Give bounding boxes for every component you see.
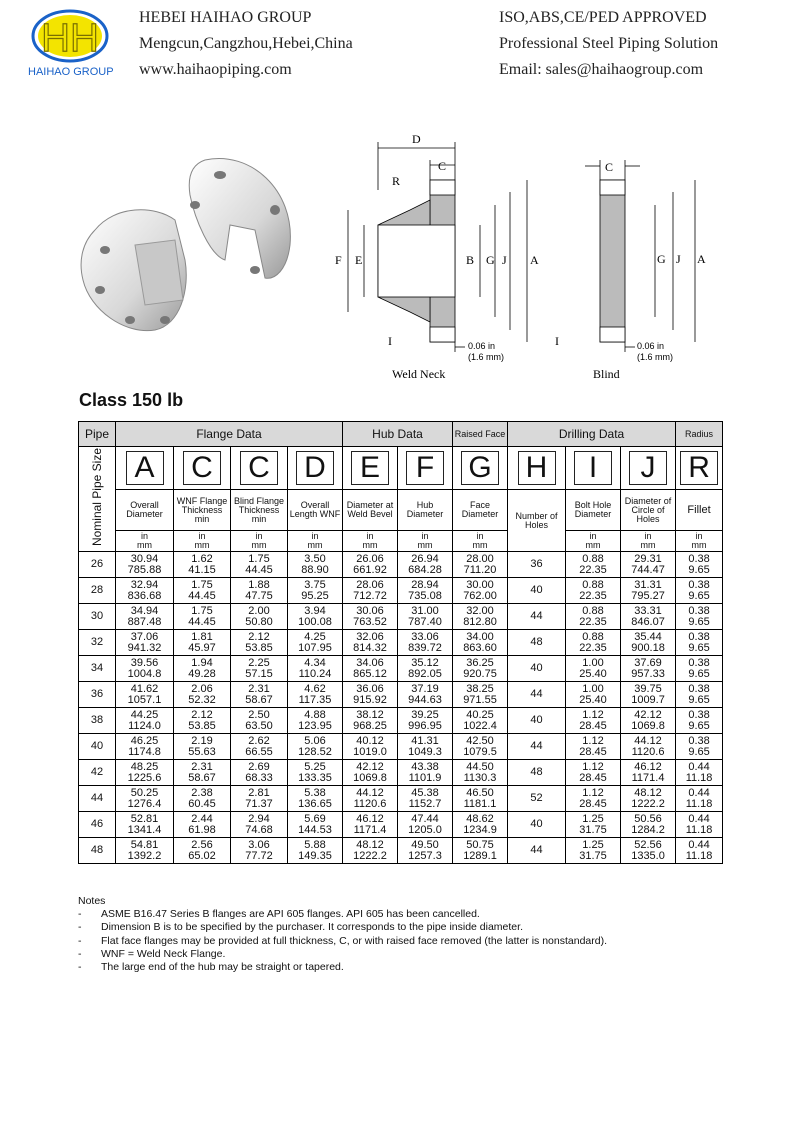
table-row (79, 656, 723, 682)
nps-header: Nominal Pipe Size (79, 447, 116, 552)
desc-number-of-holes: Number of Holes (508, 490, 566, 552)
note-item: - Flat face flanges may be provided at full thickness, C, or with raised face removed (the latter is nonstandard). (78, 935, 607, 948)
value-cell-h: 44 (508, 734, 566, 760)
table-row (79, 578, 723, 604)
value-cell-a: 48.25 1225.6 (116, 760, 174, 786)
dim-g-label: G (486, 253, 495, 267)
value-cell-r: 0.38 9.65 (676, 552, 723, 578)
unit-cell: in mm (116, 531, 174, 552)
value-cell-d: 4.62 117.35 (288, 682, 343, 708)
value-cell-d: 4.34 110.24 (288, 656, 343, 682)
group-flange-data: Flange Data (116, 422, 343, 447)
value-cell-r: 0.38 9.65 (676, 656, 723, 682)
notes-section (78, 895, 607, 974)
logo-text: HAIHAO GROUP (28, 66, 114, 78)
desc-circle-of-holes: Diameter of Circle of Holes (621, 490, 676, 531)
dim-f-label: F (335, 253, 342, 267)
table-row (79, 552, 723, 578)
value-cell-c2: 2.25 57.15 (231, 656, 288, 682)
blind-dim-c-label: C (605, 160, 614, 174)
value-cell-e: 48.12 1222.2 (343, 838, 398, 864)
value-cell-r: 0.38 9.65 (676, 630, 723, 656)
letter-f: F (406, 451, 444, 485)
value-cell-c1: 2.44 61.98 (174, 812, 231, 838)
value-cell-e: 28.06 712.72 (343, 578, 398, 604)
table-row (79, 630, 723, 656)
value-cell-g: 38.25 971.55 (453, 682, 508, 708)
group-raised-face: Raised Face (453, 422, 508, 447)
value-cell-d: 4.88 123.95 (288, 708, 343, 734)
table-row (79, 604, 723, 630)
value-cell-c1: 2.12 53.85 (174, 708, 231, 734)
flange-3d-illustration (75, 150, 305, 340)
letter-g: G (461, 451, 499, 485)
value-cell-h: 40 (508, 812, 566, 838)
value-cell-e: 26.06 661.92 (343, 552, 398, 578)
value-cell-f: 45.38 1152.7 (398, 786, 453, 812)
dim-a-label: A (530, 253, 539, 267)
value-cell-a: 54.81 1392.2 (116, 838, 174, 864)
value-cell-c1: 2.31 58.67 (174, 760, 231, 786)
letter-r: R (680, 451, 718, 485)
desc-hub-diameter: Hub Diameter (398, 490, 453, 531)
nps-cell: 36 (79, 682, 116, 708)
value-cell-h: 44 (508, 682, 566, 708)
unit-cell: in mm (566, 531, 621, 552)
value-cell-j: 52.56 1335.0 (621, 838, 676, 864)
dim-d-label: D (412, 132, 421, 146)
nps-cell: 28 (79, 578, 116, 604)
value-cell-e: 46.12 1171.4 (343, 812, 398, 838)
value-cell-a: 52.81 1341.4 (116, 812, 174, 838)
value-cell-e: 38.12 968.25 (343, 708, 398, 734)
value-cell-i: 1.12 28.45 (566, 786, 621, 812)
value-cell-a: 41.62 1057.1 (116, 682, 174, 708)
value-cell-a: 39.56 1004.8 (116, 656, 174, 682)
nps-cell: 38 (79, 708, 116, 734)
value-cell-d: 3.94 100.08 (288, 604, 343, 630)
value-cell-h: 48 (508, 760, 566, 786)
blind-dim-j-label: J (676, 252, 681, 266)
nps-cell: 48 (79, 838, 116, 864)
value-cell-i: 1.25 31.75 (566, 812, 621, 838)
value-cell-c1: 2.06 52.32 (174, 682, 231, 708)
value-cell-c2: 2.81 71.37 (231, 786, 288, 812)
value-cell-c1: 1.75 44.45 (174, 578, 231, 604)
company-address: Mengcun,Cangzhou,Hebei,China (139, 35, 353, 52)
value-cell-r: 0.38 9.65 (676, 708, 723, 734)
value-cell-j: 44.12 1120.6 (621, 734, 676, 760)
group-pipe: Pipe (79, 422, 116, 447)
tolerance-mm: (1.6 mm) (468, 352, 504, 362)
letter-e: E (351, 451, 389, 485)
value-cell-h: 44 (508, 838, 566, 864)
group-drilling-data: Drilling Data (508, 422, 676, 447)
value-cell-h: 36 (508, 552, 566, 578)
svg-text:HH: HH (41, 16, 99, 60)
value-cell-g: 34.00 863.60 (453, 630, 508, 656)
note-item: - Dimension B is to be specified by the purchaser. It corresponds to the pipe inside diameter. (78, 921, 607, 934)
unit-cell: in mm (621, 531, 676, 552)
value-cell-r: 0.44 11.18 (676, 760, 723, 786)
note-item: - The large end of the hub may be straight or tapered. (78, 961, 607, 974)
value-cell-i: 1.12 28.45 (566, 708, 621, 734)
desc-face-diameter: Face Diameter (453, 490, 508, 531)
value-cell-e: 40.12 1019.0 (343, 734, 398, 760)
value-cell-d: 3.75 95.25 (288, 578, 343, 604)
unit-cell: in mm (398, 531, 453, 552)
slogan: Professional Steel Piping Solution (499, 35, 719, 52)
blind-tolerance-in: 0.06 in (637, 341, 665, 351)
nps-cell: 32 (79, 630, 116, 656)
class-title: Class 150 lb (79, 390, 184, 410)
dim-r-label: R (392, 174, 401, 188)
table-row (79, 812, 723, 838)
desc-wnf-thickness: WNF Flange Thickness min (174, 490, 231, 531)
value-cell-e: 36.06 915.92 (343, 682, 398, 708)
value-cell-h: 40 (508, 578, 566, 604)
haihao-logo (30, 8, 110, 64)
desc-overall-length: Overall Length WNF (288, 490, 343, 531)
nps-cell: 26 (79, 552, 116, 578)
value-cell-c2: 1.88 47.75 (231, 578, 288, 604)
value-cell-g: 30.00 762.00 (453, 578, 508, 604)
value-cell-h: 40 (508, 708, 566, 734)
value-cell-c2: 2.31 58.67 (231, 682, 288, 708)
value-cell-f: 43.38 1101.9 (398, 760, 453, 786)
group-radius: Radius (676, 422, 723, 447)
desc-bolt-hole-diameter: Bolt Hole Diameter (566, 490, 621, 531)
value-cell-c1: 2.19 55.63 (174, 734, 231, 760)
value-cell-c2: 3.06 77.72 (231, 838, 288, 864)
desc-diameter-weld-bevel: Diameter at Weld Bevel (343, 490, 398, 531)
blind-dim-g-label: G (657, 252, 666, 266)
value-cell-j: 37.69 957.33 (621, 656, 676, 682)
value-cell-h: 52 (508, 786, 566, 812)
blind-caption: Blind (593, 367, 620, 381)
value-cell-r: 0.38 9.65 (676, 578, 723, 604)
letter-c-blind: C (240, 451, 278, 485)
value-cell-a: 50.25 1276.4 (116, 786, 174, 812)
value-cell-a: 30.94 785.88 (116, 552, 174, 578)
blind-dim-i-label: I (555, 334, 559, 348)
desc-fillet: Fillet (676, 490, 723, 531)
letter-a: A (126, 451, 164, 485)
approvals: ISO,ABS,CE/PED APPROVED (499, 9, 707, 26)
value-cell-g: 40.25 1022.4 (453, 708, 508, 734)
value-cell-c1: 2.38 60.45 (174, 786, 231, 812)
value-cell-d: 3.50 88.90 (288, 552, 343, 578)
value-cell-g: 46.50 1181.1 (453, 786, 508, 812)
value-cell-e: 32.06 814.32 (343, 630, 398, 656)
value-cell-i: 1.12 28.45 (566, 734, 621, 760)
value-cell-g: 50.75 1289.1 (453, 838, 508, 864)
value-cell-j: 33.31 846.07 (621, 604, 676, 630)
value-cell-c2: 2.50 63.50 (231, 708, 288, 734)
value-cell-f: 37.19 944.63 (398, 682, 453, 708)
letter-j: J (629, 451, 667, 485)
value-cell-d: 5.69 144.53 (288, 812, 343, 838)
value-cell-j: 50.56 1284.2 (621, 812, 676, 838)
table-row (79, 838, 723, 864)
value-cell-c2: 1.75 44.45 (231, 552, 288, 578)
value-cell-j: 42.12 1069.8 (621, 708, 676, 734)
value-cell-f: 35.12 892.05 (398, 656, 453, 682)
value-cell-d: 5.88 149.35 (288, 838, 343, 864)
value-cell-f: 41.31 1049.3 (398, 734, 453, 760)
nps-cell: 46 (79, 812, 116, 838)
value-cell-h: 44 (508, 604, 566, 630)
value-cell-i: 1.00 25.40 (566, 656, 621, 682)
unit-cell: in mm (453, 531, 508, 552)
flange-spec-table (78, 421, 723, 864)
value-cell-i: 0.88 22.35 (566, 578, 621, 604)
value-cell-h: 40 (508, 656, 566, 682)
weld-neck-caption: Weld Neck (392, 367, 446, 381)
value-cell-e: 44.12 1120.6 (343, 786, 398, 812)
notes-list (78, 908, 607, 974)
value-cell-d: 5.25 133.35 (288, 760, 343, 786)
value-cell-j: 48.12 1222.2 (621, 786, 676, 812)
value-cell-c1: 1.94 49.28 (174, 656, 231, 682)
value-cell-d: 5.38 136.65 (288, 786, 343, 812)
nps-cell: 30 (79, 604, 116, 630)
value-cell-i: 0.88 22.35 (566, 604, 621, 630)
value-cell-g: 32.00 812.80 (453, 604, 508, 630)
value-cell-g: 28.00 711.20 (453, 552, 508, 578)
blind-drawing (555, 150, 715, 390)
letter-i: I (574, 451, 612, 485)
value-cell-c2: 2.94 74.68 (231, 812, 288, 838)
value-cell-i: 1.25 31.75 (566, 838, 621, 864)
unit-cell: in mm (288, 531, 343, 552)
value-cell-e: 42.12 1069.8 (343, 760, 398, 786)
value-cell-g: 44.50 1130.3 (453, 760, 508, 786)
dim-e-label: E (355, 253, 363, 267)
note-item: - ASME B16.47 Series B flanges are API 605 flanges. API 605 has been cancelled. (78, 908, 607, 921)
value-cell-e: 30.06 763.52 (343, 604, 398, 630)
value-cell-j: 31.31 795.27 (621, 578, 676, 604)
letter-h: H (518, 451, 556, 485)
value-cell-r: 0.44 11.18 (676, 838, 723, 864)
value-cell-i: 1.00 25.40 (566, 682, 621, 708)
letter-d: D (296, 451, 334, 485)
weld-neck-drawing (330, 130, 550, 390)
value-cell-a: 46.25 1174.8 (116, 734, 174, 760)
value-cell-a: 37.06 941.32 (116, 630, 174, 656)
value-cell-d: 4.25 107.95 (288, 630, 343, 656)
table-row (79, 682, 723, 708)
value-cell-i: 0.88 22.35 (566, 630, 621, 656)
value-cell-f: 33.06 839.72 (398, 630, 453, 656)
table-row (79, 734, 723, 760)
dim-j-label: J (502, 253, 507, 267)
value-cell-c1: 2.56 65.02 (174, 838, 231, 864)
notes-title: Notes (78, 895, 106, 907)
value-cell-c1: 1.81 45.97 (174, 630, 231, 656)
value-cell-a: 32.94 836.68 (116, 578, 174, 604)
value-cell-h: 48 (508, 630, 566, 656)
value-cell-d: 5.06 128.52 (288, 734, 343, 760)
value-cell-r: 0.38 9.65 (676, 604, 723, 630)
value-cell-f: 49.50 1257.3 (398, 838, 453, 864)
desc-overall-diameter: Overall Diameter (116, 490, 174, 531)
value-cell-i: 0.88 22.35 (566, 552, 621, 578)
contact-email[interactable]: Email: sales@haihaogroup.com (499, 61, 704, 78)
value-cell-j: 46.12 1171.4 (621, 760, 676, 786)
value-cell-j: 35.44 900.18 (621, 630, 676, 656)
value-cell-g: 48.62 1234.9 (453, 812, 508, 838)
unit-cell: in mm (231, 531, 288, 552)
unit-cell: in mm (174, 531, 231, 552)
value-cell-r: 0.44 11.18 (676, 786, 723, 812)
table-row (79, 786, 723, 812)
nps-cell: 40 (79, 734, 116, 760)
value-cell-f: 47.44 1205.0 (398, 812, 453, 838)
value-cell-f: 31.00 787.40 (398, 604, 453, 630)
nps-cell: 34 (79, 656, 116, 682)
table-row (79, 708, 723, 734)
table-row (79, 760, 723, 786)
value-cell-r: 0.38 9.65 (676, 734, 723, 760)
value-cell-j: 29.31 744.47 (621, 552, 676, 578)
value-cell-c2: 2.00 50.80 (231, 604, 288, 630)
value-cell-g: 36.25 920.75 (453, 656, 508, 682)
value-cell-c1: 1.62 41.15 (174, 552, 231, 578)
value-cell-i: 1.12 28.45 (566, 760, 621, 786)
value-cell-c2: 2.62 66.55 (231, 734, 288, 760)
value-cell-f: 26.94 684.28 (398, 552, 453, 578)
unit-cell: in mm (676, 531, 723, 552)
blind-dim-a-label: A (697, 252, 706, 266)
value-cell-a: 44.25 1124.0 (116, 708, 174, 734)
unit-cell: in mm (343, 531, 398, 552)
nps-cell: 42 (79, 760, 116, 786)
blind-tolerance-mm: (1.6 mm) (637, 352, 673, 362)
value-cell-j: 39.75 1009.7 (621, 682, 676, 708)
company-website[interactable]: www.haihaopiping.com (139, 61, 292, 78)
value-cell-r: 0.44 11.18 (676, 812, 723, 838)
value-cell-e: 34.06 865.12 (343, 656, 398, 682)
value-cell-c2: 2.69 68.33 (231, 760, 288, 786)
nps-cell: 44 (79, 786, 116, 812)
company-name: HEBEI HAIHAO GROUP (139, 9, 312, 26)
dim-i-label: I (388, 334, 392, 348)
value-cell-c2: 2.12 53.85 (231, 630, 288, 656)
dim-c-label: C (438, 159, 447, 173)
note-item: - WNF = Weld Neck Flange. (78, 948, 607, 961)
value-cell-r: 0.38 9.65 (676, 682, 723, 708)
value-cell-g: 42.50 1079.5 (453, 734, 508, 760)
value-cell-a: 34.94 887.48 (116, 604, 174, 630)
group-hub-data: Hub Data (343, 422, 453, 447)
desc-blind-thickness: Blind Flange Thickness min (231, 490, 288, 531)
value-cell-c1: 1.75 44.45 (174, 604, 231, 630)
tolerance-in: 0.06 in (468, 341, 496, 351)
dim-b-label: B (466, 253, 475, 267)
letter-c-wnf: C (183, 451, 221, 485)
value-cell-f: 39.25 996.95 (398, 708, 453, 734)
value-cell-f: 28.94 735.08 (398, 578, 453, 604)
